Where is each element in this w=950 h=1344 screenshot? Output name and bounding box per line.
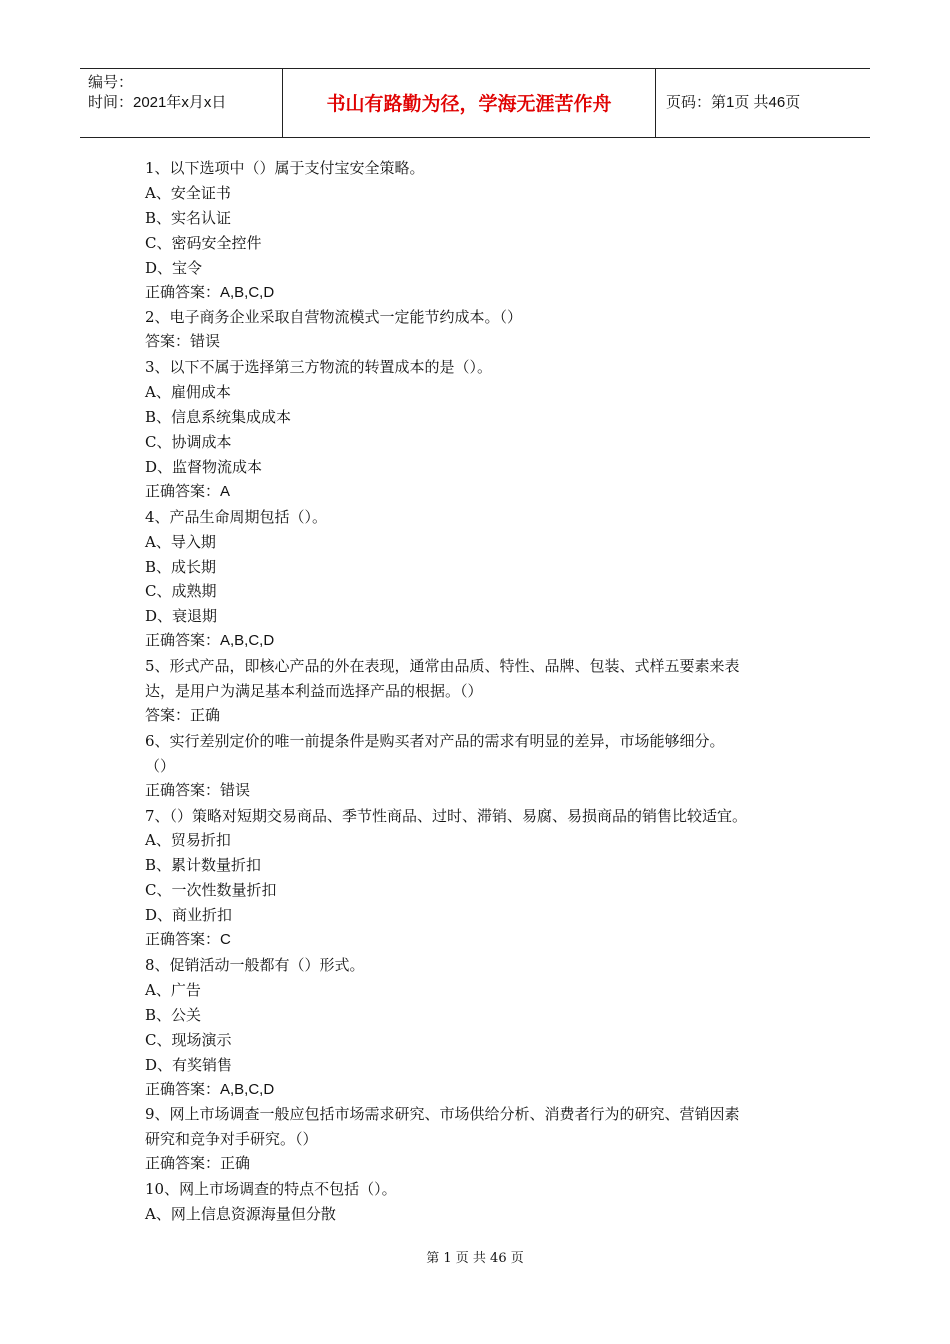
text-line: 正确答案：A,B,C,D <box>145 632 275 650</box>
text-line: B、信息系统集成成本 <box>145 408 292 427</box>
text-line: 达，是用户为满足基本利益而选择产品的根据。（） <box>145 682 483 701</box>
text-line: 正确答案：A <box>145 482 231 500</box>
text-line: 正确答案：A,B,C,D <box>145 1080 275 1098</box>
page-header <box>80 68 870 138</box>
text-line: D、商业折扣 <box>145 906 233 925</box>
text-line: 6、实行差别定价的唯一前提条件是购买者对产品的需求有明显的差异，市场能够细分。 <box>145 731 725 750</box>
text-line: B、实名认证 <box>145 208 232 227</box>
text-line: C、协调成本 <box>145 432 232 451</box>
text-line: 2、电子商务企业采取自营物流模式一定能节约成本。（） <box>145 308 523 327</box>
text-line: D、有奖销售 <box>145 1055 233 1074</box>
text-line: （） <box>145 756 176 775</box>
text-line: C、一次性数量折扣 <box>145 881 277 900</box>
header-meta <box>88 73 226 113</box>
text-line: D、衰退期 <box>145 607 218 626</box>
question-list <box>145 156 825 1227</box>
text-line: C、现场演示 <box>145 1030 232 1049</box>
number-label: 编号： <box>88 74 134 91</box>
text-line: C、成熟期 <box>145 582 217 601</box>
text-line: A、网上信息资源海量但分散 <box>145 1205 336 1224</box>
text-line: 3、以下不属于选择第三方物流的转置成本的是（）。 <box>145 358 493 377</box>
time-label: 时间：2021年x月x日 <box>88 94 227 111</box>
text-line: B、成长期 <box>145 557 217 576</box>
text-line: D、监督物流成本 <box>145 457 263 476</box>
text-line: A、贸易折扣 <box>145 831 231 850</box>
text-line: B、公关 <box>145 1005 202 1024</box>
text-line: 正确答案：A,B,C,D <box>145 283 275 301</box>
text-line: 研究和竞争对手研究。（） <box>145 1130 318 1149</box>
page-info: 页码：第1页 共46页 <box>666 94 801 111</box>
text-line: 正确答案：正确 <box>145 1155 251 1173</box>
text-line: 1、以下选项中（）属于支付宝安全策略。 <box>145 159 425 177</box>
text-line: A、安全证书 <box>145 183 231 202</box>
text-line: A、广告 <box>145 980 201 999</box>
text-line: A、雇佣成本 <box>145 383 231 402</box>
text-line: 10、网上市场调查的特点不包括（）。 <box>145 1180 397 1199</box>
header-divider <box>655 69 656 137</box>
header-motto: 书山有路勤为径，学海无涯苦作舟 <box>326 93 612 115</box>
text-line: A、导入期 <box>145 532 216 551</box>
text-line: B、累计数量折扣 <box>145 856 262 875</box>
text-line: C、密码安全控件 <box>145 233 262 252</box>
text-line: 5、形式产品，即核心产品的外在表现，通常由品质、特性、品牌、包装、式样五要素来表 <box>145 657 740 676</box>
text-line: 正确答案：C <box>145 931 231 949</box>
text-line: 7、（）策略对短期交易商品、季节性商品、过时、滞销、易腐、易损商品的销售比较适宜。 <box>145 806 748 825</box>
text-line: 答案：错误 <box>145 333 221 351</box>
page-footer: 第 1 页 共 46 页 <box>426 1251 524 1266</box>
text-line: 8、促销活动一般都有（）形式。 <box>145 956 365 974</box>
text-line: D、宝令 <box>145 258 203 277</box>
text-line: 正确答案：错误 <box>145 781 251 799</box>
text-line: 答案：正确 <box>145 706 221 724</box>
text-line: 4、产品生命周期包括（）。 <box>145 507 328 526</box>
text-line: 9、网上市场调查一般应包括市场需求研究、市场供给分析、消费者行为的研究、营销因素 <box>145 1105 740 1124</box>
